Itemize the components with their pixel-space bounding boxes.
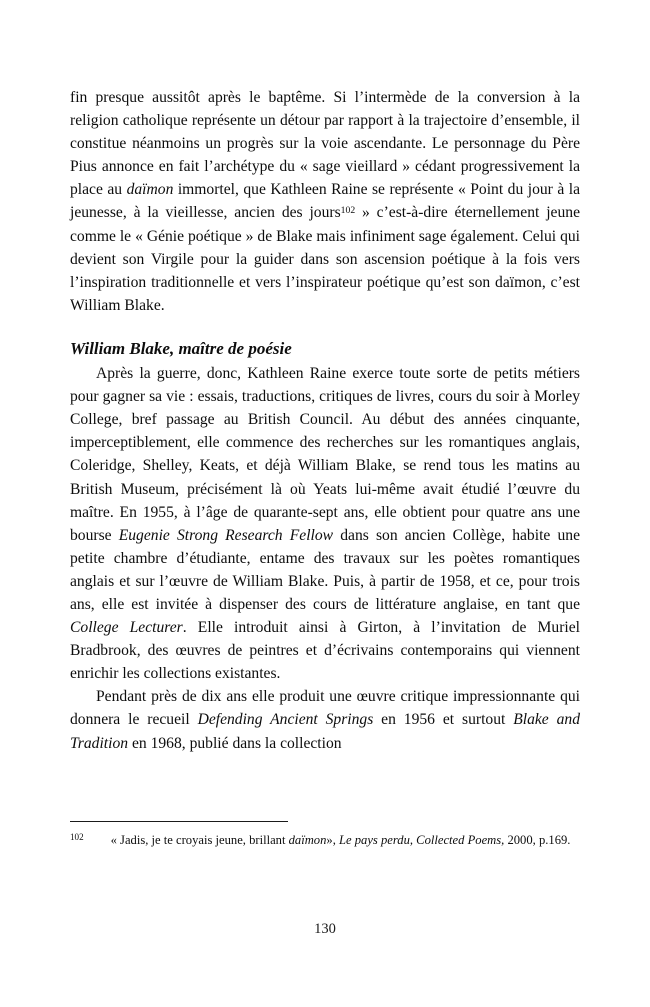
paragraph-3-run-2: en 1956 et surtout [373, 711, 514, 729]
paragraph-1-run-2: immortel, que Kathleen Raine se représente « Point du jour à la jeunesse, à la vieillesse, ancien des jours [70, 181, 580, 222]
section-heading-william-blake: William Blake, maître de poésie [70, 338, 292, 358]
paragraph-3-run-3: en 1968, publié dans la collection [128, 734, 342, 752]
paragraph-1-run-3: » c’est-à-dire éternellement jeune comme le « Génie poétique » de Blake mais infiniment sage également. Celui qui devient son Virgile pour la guider dans son ascension poétique à la fois vers l’inspiration traditionnelle et vers l’inspirateur poétique qu’est son daïmon, c’est William Blake. [70, 204, 580, 314]
page-text-block [70, 86, 580, 755]
italic-defending-ancient-springs: Defending Ancient Springs [197, 711, 374, 729]
italic-daimon: daïmon [126, 181, 174, 199]
paragraph-pendant-pres-de-dix-ans [70, 685, 580, 754]
footnote-run-3: 2000, p.169. [504, 833, 571, 847]
footnote-number[interactable]: 102 [70, 832, 84, 843]
page-number: 130 [314, 921, 336, 937]
paragraph-conversion [70, 86, 580, 317]
footnote-separator-rule [70, 821, 288, 822]
footnote-102 [70, 831, 580, 850]
heading-spacer-above [70, 317, 580, 337]
paragraph-apres-la-guerre [70, 362, 580, 685]
paragraph-2-run-3: . Elle introduit ainsi à Girton, à l’invitation de Muriel Bradbrook, des œuvres de peintres et d’écrivains contemporains qui viennent enrichir les collections existantes. [70, 619, 580, 683]
paragraph-2-run-1: Après la guerre, donc, Kathleen Raine exerce toute sorte de petits métiers pour gagner sa vie : essais, traductions, critiques de livres, cours du soir à Morley College, bref passage au British Council. Au début des années cinquante, imperceptiblement, elle commence des recherches sur les romantiques anglais, Coleridge, Shelley, Keats, et déjà William Blake, se rend tous les matins au British Museum, précisément là où Yeats lui-même avait étudié l’œuvre du maître. En 1955, à l’âge de quarante-sept ans, elle obtient pour quatre ans une bourse [70, 365, 580, 544]
footnote-italic-title: Le pays perdu, Collected Poems, [338, 833, 505, 847]
paragraph-3-run-1: Pendant près de dix ans elle produit une œuvre critique impressionnante qui donnera le recueil [70, 688, 580, 729]
footnote-reference-102[interactable]: 102 [340, 205, 356, 217]
italic-eugenie-strong-research-fellow: Eugenie Strong Research Fellow [118, 526, 334, 544]
paragraph-1-run-1: fin presque aussitôt après le baptême. Si l’intermède de la conversion à la religion catholique représente un détour par rapport à la trajectoire d’ensemble, il constitue néanmoins un progrès sur la voie ascendante. Le personnage du Père Pius annonce en fait l’archétype du « sage vieillard » cédant progressivement la place au [70, 89, 580, 199]
footnote-run-1: « Jadis, je te croyais jeune, brillant [110, 833, 289, 847]
footnote-run-2: », [326, 833, 339, 847]
paragraph-2-run-2: dans son ancien Collège, habite une petite chambre d’étudiante, entame des travaux sur les poètes romantiques anglais et sur l’œuvre de William Blake. Puis, à partir de 1958, et ce, pour trois ans, elle est invitée à dispenser des cours de littérature anglaise, en tant que [70, 526, 580, 613]
italic-blake-and-tradition: Blake and Tradition [70, 711, 580, 752]
footnote-area [70, 821, 580, 850]
footnote-italic-daimon: daïmon [288, 833, 327, 847]
italic-college-lecturer: College Lecturer [70, 619, 183, 637]
